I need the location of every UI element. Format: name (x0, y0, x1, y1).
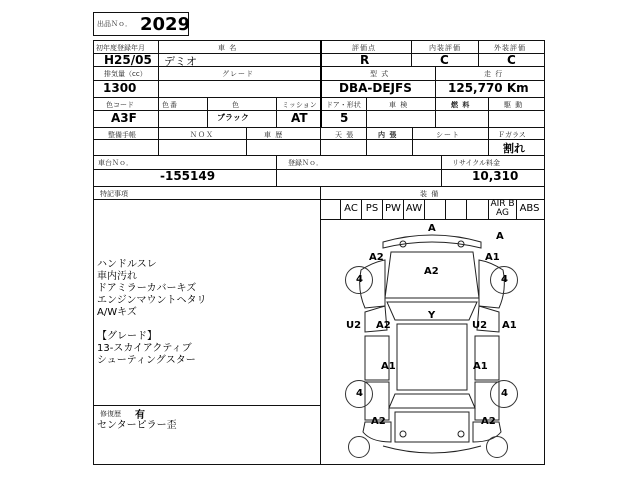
mark-right-pillar: U2 (472, 320, 488, 331)
spare-tire-right-circle (486, 436, 508, 458)
grid-line (276, 155, 277, 186)
grid-line (158, 97, 159, 127)
grid-line (158, 66, 159, 97)
note-line: ドアミラーカバーキズ (97, 283, 197, 294)
equipment-aw: AW (404, 199, 425, 219)
notes-list (97, 259, 207, 367)
displacement-value: 1300 (103, 81, 137, 95)
mark-left-door-front: A2 (376, 320, 391, 331)
equipment-cell (467, 199, 489, 219)
color-no-label: 色番 (162, 101, 178, 109)
grid-line (93, 139, 545, 140)
color-value: ブラック (217, 113, 249, 122)
note-line: エンジンマウントヘタリ (97, 295, 207, 306)
mileage-value: 125,770 Km (448, 81, 529, 95)
mark-left-door-rear: A1 (381, 361, 396, 372)
grid-line (435, 97, 436, 127)
maintenance-label: 整備手帳 (108, 131, 136, 139)
spare-tire-left-circle (348, 436, 370, 458)
mileage-label: 走 行 (484, 70, 504, 78)
lot-number-label: 出品Ｎｏ． (97, 20, 132, 28)
drive-label: 駆 動 (504, 101, 524, 109)
mark-rl-tire: 4 (356, 388, 363, 399)
equipment-ac: AC (341, 199, 362, 219)
mark-rl-quarter: A2 (371, 416, 386, 427)
grid-line (276, 97, 277, 127)
model-value: DBA-DEJFS (339, 81, 412, 95)
model-label: 型 式 (370, 70, 390, 78)
interior-top-label: 内 張 (378, 131, 398, 139)
repair-detail: センターピラー歪 (97, 420, 177, 431)
grid-line (93, 110, 545, 111)
chassis-label: 車台Ｎｏ． (98, 159, 133, 167)
grid-line (158, 127, 159, 155)
nox-label: ＮＯＸ (190, 131, 214, 139)
equipment-abs: ABS (519, 203, 540, 214)
car-name-value: デミオ (164, 55, 197, 68)
equipment-cell (320, 199, 341, 219)
grid-line (93, 186, 545, 187)
exterior-score-label: 外装評価 (494, 44, 526, 52)
equipment-pw: PW (383, 199, 404, 219)
interior-score-value: C (440, 53, 449, 67)
interior-score-label: 内装評価 (429, 44, 461, 52)
mark-top-right: A (496, 231, 504, 242)
note-line (97, 319, 207, 331)
ceiling-label: 天 張 (335, 131, 355, 139)
grid-line (320, 66, 322, 97)
grid-line (366, 97, 367, 127)
equipment-row (320, 199, 545, 219)
equipment-cell (446, 199, 467, 219)
mark-rr-tire: 4 (501, 388, 508, 399)
grid-line (411, 40, 412, 67)
reg-date-label: 初年度登録年月 (96, 44, 145, 52)
grid-line (435, 66, 436, 97)
repair-label: 修復歴 (100, 410, 121, 418)
color-code-label: 色コード (106, 101, 134, 109)
score-value: R (360, 53, 370, 67)
car-name-label: 車 名 (218, 44, 238, 52)
lot-number-value: 2029 (140, 14, 191, 35)
mark-fr-tire: 4 (501, 274, 508, 285)
reg-no-label: 登録Ｎｏ． (288, 159, 323, 167)
mark-left-pillar: U2 (346, 320, 362, 331)
grid-line (366, 127, 367, 155)
equipment-label: 装 備 (420, 190, 440, 198)
grid-line (412, 127, 413, 155)
color-code-value: A3F (111, 111, 137, 125)
repair-value: 有 (135, 410, 145, 421)
doors-label: ドア・形状 (326, 101, 361, 109)
front-glass-value: 割れ (503, 142, 525, 155)
inspection-label: 車 検 (389, 101, 409, 109)
grid-line (158, 40, 159, 67)
reg-date-value: H25/05 (104, 53, 152, 67)
chassis-value: -155149 (160, 169, 216, 183)
mark-right-door-rear: A1 (473, 361, 488, 372)
color-label: 色 (232, 101, 240, 109)
grid-line (488, 127, 489, 155)
note-line: 【グレード】 (97, 331, 157, 342)
grid-line (320, 97, 322, 127)
mark-fl-fender: A2 (369, 252, 384, 263)
grid-line (246, 127, 247, 155)
note-line: ハンドルスレ (97, 259, 157, 270)
mark-right-door-front: A1 (502, 320, 517, 331)
seat-label: シート (436, 131, 460, 139)
lot-number-box (93, 12, 189, 36)
grid-line (93, 405, 320, 406)
note-line: シューティングスター (97, 355, 196, 366)
recycle-value: 10,310 (472, 169, 519, 183)
mark-hood: A2 (424, 266, 439, 277)
grade-label: グレード (222, 70, 254, 78)
grid-line (488, 97, 489, 127)
fuel-label: 燃 料 (451, 101, 471, 109)
grid-line (93, 127, 545, 128)
mark-front: A (428, 223, 436, 234)
grid-line (93, 97, 545, 98)
equipment-ps: PS (362, 199, 383, 219)
notes-label: 特記事項 (100, 190, 128, 198)
mark-fl-tire: 4 (356, 274, 363, 285)
grid-line (93, 155, 545, 156)
note-line: 13-スカイアクティブ (97, 343, 192, 354)
exterior-score-value: C (507, 53, 516, 67)
history-label: 車 歴 (264, 131, 284, 139)
note-line: 車内汚れ (97, 271, 137, 282)
mission-label: ミッション (282, 101, 317, 109)
car-diagram (321, 220, 544, 464)
displacement-label: 排気量（cc） (104, 70, 147, 78)
mission-value: AT (291, 111, 308, 125)
mark-rr-quarter: A2 (481, 416, 496, 427)
grid-line (207, 97, 208, 127)
recycle-label: リサイクル料金 (452, 159, 501, 167)
equipment-airbag: AIR BAG (489, 199, 517, 219)
grid-line (441, 155, 442, 186)
equipment-cell (425, 199, 446, 219)
grid-line (478, 40, 479, 67)
note-line: A/Wキズ (97, 307, 137, 318)
front-glass-label: Ｆガラス (498, 131, 526, 139)
grid-line (320, 40, 322, 67)
mark-roof: Y (428, 310, 436, 321)
doors-value: 5 (340, 111, 349, 125)
score-label: 評価点 (352, 44, 376, 52)
grid-line (320, 127, 321, 155)
mark-fr-fender: A1 (485, 252, 500, 263)
